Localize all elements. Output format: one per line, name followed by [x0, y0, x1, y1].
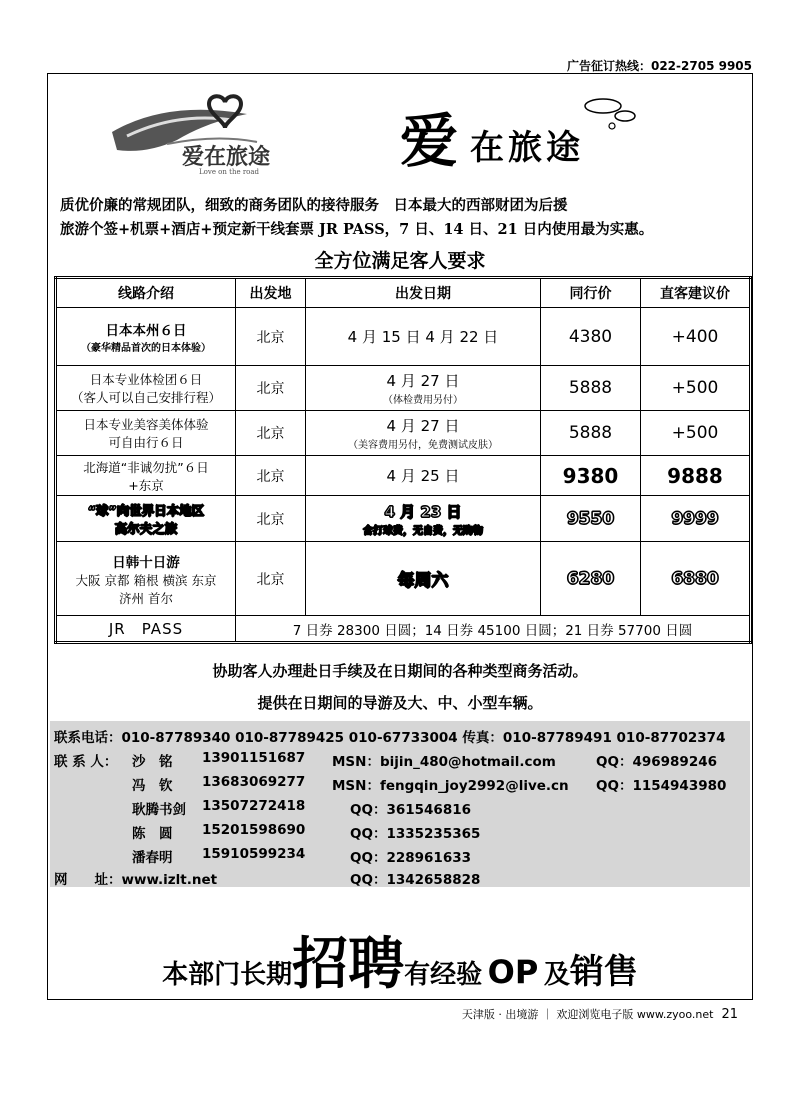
web-qq: [350, 868, 480, 888]
page-footer: [462, 1006, 738, 1022]
retail-price: +500: [641, 411, 751, 456]
qq-value: 1335235365: [386, 826, 481, 842]
route-note: 大阪 京都 箱根 横滨 东京: [75, 572, 217, 588]
route-note: 高尔夫之旅: [114, 520, 178, 536]
table-row: [56, 496, 751, 542]
qq-label: QQ：: [350, 802, 387, 818]
retail-price: 9888: [641, 456, 751, 496]
calligraphy-logo: [400, 90, 690, 175]
route-name: 日本本州６日: [105, 323, 187, 339]
recruitment-banner: [0, 920, 800, 1000]
table-row: [56, 366, 751, 411]
person-qq: [596, 774, 726, 794]
msn-value: fengqin_joy2992@live.cn: [379, 778, 569, 794]
departure: 北京: [236, 542, 306, 616]
header-departure: 出发地: [236, 278, 306, 308]
fax-numbers: 010-87789491 010-87702374: [502, 730, 726, 746]
msn-value: bijin_480@hotmail.com: [379, 754, 556, 770]
route-note: （豪华精品首次的日本体验）: [81, 343, 211, 354]
person-qq: [350, 846, 471, 866]
qq-label: QQ：: [596, 778, 633, 794]
jr-pass-label: JR PASS: [56, 616, 236, 643]
route-note: 可自由行６日: [108, 435, 184, 450]
qq-value: 1154943980: [632, 778, 727, 794]
fax-label: 传真：: [462, 730, 503, 746]
recruit-part-5: 及: [543, 960, 570, 990]
person-phone: 13683069277: [202, 774, 306, 790]
retail-price: 9999: [641, 496, 751, 542]
person-msn: [332, 750, 556, 770]
trade-price: 9550: [541, 496, 641, 542]
person-name: 沙 铭: [132, 754, 173, 770]
person-qq: [350, 798, 471, 818]
person-name: 耿腾书剑: [132, 802, 186, 818]
header-trade-price: 同行价: [541, 278, 641, 308]
love-on-road-logo: [107, 92, 317, 182]
dates: 4 月 27 日: [386, 417, 460, 435]
tour-table: [54, 276, 752, 644]
person-phone: 13507272418: [202, 798, 306, 814]
msn-label: MSN：: [332, 754, 380, 770]
trade-price: 5888: [541, 411, 641, 456]
departure: 北京: [236, 366, 306, 411]
route-note-2: 济州 首尔: [119, 590, 173, 606]
web-label: 网 址：: [54, 872, 122, 888]
person-qq: [350, 822, 480, 842]
person-phone: 15910599234: [202, 846, 306, 862]
person-name: 陈 圆: [132, 826, 173, 842]
table-row: [56, 411, 751, 456]
route-name: 日本专业美容美体体验: [83, 417, 209, 432]
qq-value: 361546816: [386, 802, 471, 818]
person-name: 冯 钦: [132, 778, 173, 794]
jr-pass-row: [56, 616, 751, 643]
website-link[interactable]: www.izlt.net: [121, 872, 218, 888]
logo-left-title: 爱在旅途: [182, 144, 271, 170]
recruit-part-1: 本部门长期: [162, 960, 293, 990]
contact-phone-line: [54, 726, 725, 746]
qq-label: QQ：: [596, 754, 633, 770]
route-note: （客人可以自己安排行程）: [70, 390, 221, 405]
service-line-1: 协助客人办理赴日手续及在日期间的各种类型商务活动。: [212, 662, 588, 680]
route-name: 日本专业体检团６日: [89, 372, 203, 387]
recruit-part-3: 有经验: [404, 960, 483, 990]
date-note: （美容费用另付，免费测试皮肤）: [348, 440, 498, 451]
trade-price: 5888: [541, 366, 641, 411]
person-phone: 13901151687: [202, 750, 306, 766]
route-note: +东京: [128, 477, 164, 493]
dates: 每周六: [306, 542, 541, 616]
trade-price: 6280: [541, 542, 641, 616]
header-retail-price: 直客建议价: [641, 278, 751, 308]
logo-left-subtitle: Love on the road: [199, 168, 260, 176]
qq-value: 1342658828: [386, 872, 481, 888]
calligraphy-first: 爱: [400, 107, 457, 175]
departure: 北京: [236, 411, 306, 456]
retail-price: 6880: [641, 542, 751, 616]
dates: 4 月 15 日 4 月 22 日: [306, 308, 541, 366]
person-label: 联 系 人：: [54, 754, 118, 770]
qq-label: QQ：: [350, 826, 387, 842]
intro-line-1: 质优价廉的常规团队，细致的商务团队的接待服务 日本最大的西部财团为后援: [60, 197, 568, 214]
qq-label: QQ：: [350, 872, 387, 888]
table-row: [56, 308, 751, 366]
recruit-sales: 销售: [569, 952, 638, 992]
person-name: 潘春明: [132, 850, 173, 866]
ad-hotline: 广告征订热线：022-2705 9905: [566, 59, 752, 73]
table-row: [56, 456, 751, 496]
person-qq: [596, 750, 717, 770]
departure: 北京: [236, 496, 306, 542]
qq-value: 228961633: [386, 850, 471, 866]
retail-price: +400: [641, 308, 751, 366]
calligraphy-rest: 在旅途: [470, 128, 584, 168]
qq-value: 496989246: [632, 754, 717, 770]
phone-numbers: 010-87789340 010-87789425 010-67733004: [121, 730, 458, 746]
table-row: [56, 542, 751, 616]
departure: 北京: [236, 308, 306, 366]
date-note: 含打球费，无自费，无购物: [363, 525, 483, 537]
qq-label: QQ：: [350, 850, 387, 866]
retail-price: +500: [641, 366, 751, 411]
intro-line-2: 旅游个签+机票+酒店+预定新干线套票 JR PASS，7 日、14 日、21 日内使用最为实惠。: [60, 221, 654, 238]
dates: 4 月 27 日: [386, 372, 460, 390]
dates: 4 月 23 日: [384, 502, 462, 521]
website-line: [54, 868, 217, 888]
footer-text: 天津版 · 出境游 ｜ 欢迎浏览电子版 www.zyoo.net: [461, 1008, 714, 1021]
trade-price: 9380: [541, 456, 641, 496]
person-phone: 15201598690: [202, 822, 306, 838]
jr-pass-prices: 7 日券 28300 日圆；14 日券 45100 日圆；21 日券 57700 日圆: [236, 616, 751, 643]
phone-label: 联系电话：: [54, 730, 122, 746]
route-name: 日韩十日游: [112, 554, 180, 571]
route-name: 北海道“非诚勿扰”６日: [83, 459, 209, 475]
route-name: “球”向世界日本地区: [87, 502, 205, 518]
service-line-2: 提供在日期间的导游及大、中、小型车辆。: [257, 694, 543, 712]
recruit-highlight: 招聘: [292, 931, 405, 997]
header-dates: 出发日期: [306, 278, 541, 308]
msn-label: MSN：: [332, 778, 380, 794]
dates: 4 月 25 日: [306, 456, 541, 496]
departure: 北京: [236, 456, 306, 496]
person-msn: [332, 774, 569, 794]
header-route: 线路介绍: [56, 278, 236, 308]
table-header-row: [56, 278, 751, 308]
recruit-op: OP: [487, 953, 539, 991]
date-note: （体检费用另付）: [383, 395, 463, 406]
page-number: 21: [721, 1007, 738, 1022]
trade-price: 4380: [541, 308, 641, 366]
contact-block: [50, 721, 750, 887]
headline: 全方位满足客人要求: [314, 250, 486, 272]
